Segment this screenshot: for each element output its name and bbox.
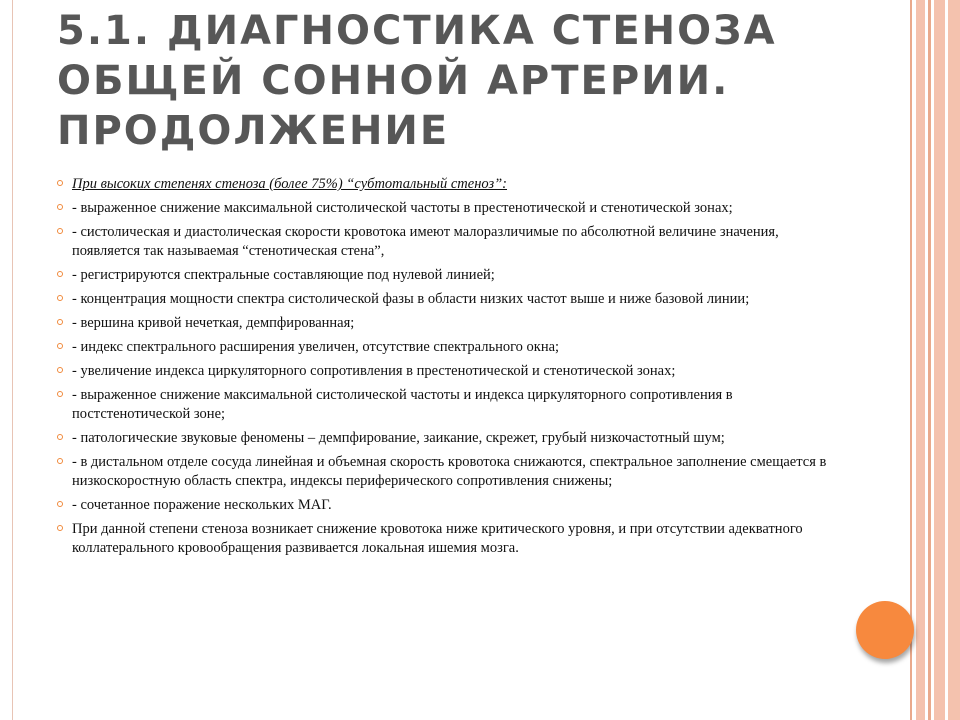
list-item-text: - увеличение индекса циркуляторного сопротивления в престенотической и стенотической зонах; [72, 363, 676, 379]
list-item [57, 496, 827, 515]
list-item-text: - концентрация мощности спектра систолической фазы в области низких частот выше и ниже базовой линии; [72, 291, 750, 307]
slide-content [57, 175, 827, 563]
list-item [57, 266, 827, 285]
list-item-text: - выраженное снижение максимальной систолической частоты и индекса циркуляторного сопротивления в постстенотической зоне; [72, 387, 733, 422]
conclusion-text: При данной степени стеноза возникает снижение кровотока ниже критического уровня, и при отсутствии адекватного коллатерального кровообращения развивается локальная ишемия мозга. [72, 521, 803, 556]
left-frame-line [12, 0, 13, 720]
list-item-text: - систолическая и диастолическая скорости кровотока имеют малоразличимые по абсолютной величине значения, появляется так называемая “стенотическая стена”, [72, 224, 779, 259]
bullet-icon [57, 319, 63, 325]
list-item [57, 429, 827, 448]
list-item-text: - индекс спектрального расширения увеличен, отсутствие спектрального окна; [72, 339, 560, 355]
list-item-conclusion [57, 520, 827, 558]
decorative-circle [856, 601, 914, 659]
list-item-text: - выраженное снижение максимальной систолической частоты в престенотической и стенотической зонах; [72, 200, 733, 216]
bullet-icon [57, 180, 63, 186]
intro-text: При высоких степенях стеноза (более 75%) “субтотальный стеноз”: [72, 176, 508, 192]
bullet-icon [57, 204, 63, 210]
list-item [57, 290, 827, 309]
stripe [948, 0, 960, 720]
bullet-icon [57, 391, 63, 397]
list-item-intro [57, 175, 827, 194]
bullet-icon [57, 271, 63, 277]
bullet-icon [57, 434, 63, 440]
bullet-icon [57, 228, 63, 234]
slide-title: 5.1. ДИАГНОСТИКА СТЕНОЗА ОБЩЕЙ СОННОЙ АРТЕРИИ. ПРОДОЛЖЕНИЕ [57, 8, 777, 154]
list-item [57, 199, 827, 218]
list-item-text: - сочетанное поражение нескольких МАГ. [72, 497, 332, 513]
stripe [910, 0, 912, 720]
bullet-icon [57, 458, 63, 464]
list-item-text: - регистрируются спектральные составляющие под нулевой линией; [72, 267, 495, 283]
stripe [934, 0, 945, 720]
list-item-text: - вершина кривой нечеткая, демпфированная; [72, 315, 355, 331]
bullet-icon [57, 501, 63, 507]
list-item [57, 453, 827, 491]
list-item [57, 386, 827, 424]
bullet-icon [57, 367, 63, 373]
stripe [928, 0, 931, 720]
stripe [916, 0, 925, 720]
list-item-text: - патологические звуковые феномены – демпфирование, заикание, скрежет, грубый низкочастотный шум; [72, 430, 725, 446]
bullet-icon [57, 525, 63, 531]
list-item [57, 338, 827, 357]
bullet-icon [57, 343, 63, 349]
list-item [57, 223, 827, 261]
list-item [57, 314, 827, 333]
bullet-icon [57, 295, 63, 301]
list-item [57, 362, 827, 381]
list-item-text: - в дистальном отделе сосуда линейная и объемная скорость кровотока снижаются, спектральное заполнение смещается в низкоскоростную область спектра, индексы периферического сопротивления снижены; [72, 454, 827, 489]
decorative-stripes [910, 0, 960, 720]
